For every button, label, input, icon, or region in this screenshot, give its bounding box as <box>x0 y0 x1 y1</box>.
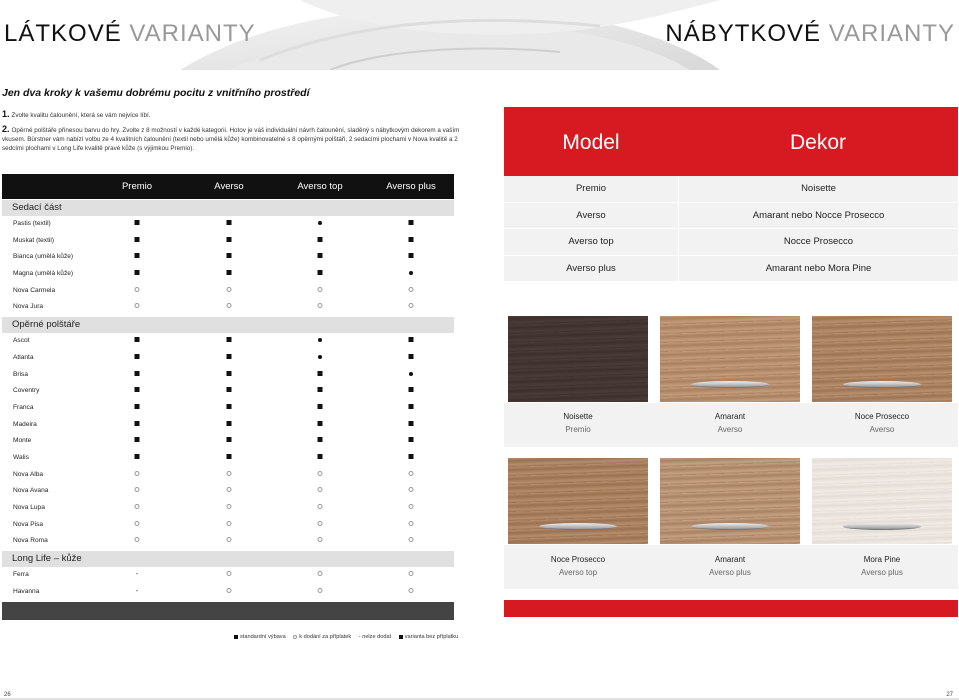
row-label: Nova Carmela <box>13 286 56 294</box>
row-label: Bianca (umělá kůže) <box>13 253 74 261</box>
extra-circle-icon <box>227 487 232 492</box>
table-row <box>2 350 454 367</box>
decor-swatch <box>812 316 952 402</box>
extra-circle-icon <box>135 471 140 476</box>
swatch-model: Premio <box>565 425 591 434</box>
mark-cell <box>135 537 140 545</box>
swatch-name: Noce Prosecco <box>854 412 910 421</box>
table-row <box>2 216 454 233</box>
row-label: Madeira <box>13 420 37 428</box>
column-header: Averso <box>214 181 244 192</box>
table-row <box>2 500 454 517</box>
table-row <box>2 400 454 417</box>
mark-cell <box>409 404 414 412</box>
mark-cell <box>135 337 140 345</box>
mark-cell <box>227 371 232 379</box>
handle-icon <box>691 523 769 530</box>
standard-square-icon <box>135 253 140 258</box>
mark-cell <box>318 354 322 362</box>
mark-cell <box>318 588 323 596</box>
swatch-model: Averso top <box>558 568 598 577</box>
table-row <box>2 467 454 484</box>
row-label: Muskat (textil) <box>13 236 55 244</box>
row-label: Nova Pisa <box>13 520 44 528</box>
decor-swatch <box>660 458 800 544</box>
table-row <box>2 249 454 266</box>
mark-cell <box>227 287 232 295</box>
standard-square-icon <box>227 253 232 258</box>
step-2: 2. Opěrné polštáře přinesou barvu do hry. Zvolte z 8 možností v každé kategorii. Hotov je váš individuální návrh čalounění, sladěný s nábytkovým dekorem a vaším vkusem. Bürstner vám nabízí volbu ze 4 kvalitních čalounění (textil nebo umělá kůže) kombinovatelné s 8 opěrnými polštáři, 2 sedacími plochami v Nova kvalitě a 2 sedcími plochami v Long Life kvalitě pravé kůže (s výjimkou Premio). <box>2 124 460 152</box>
standard-square-icon <box>318 371 323 376</box>
extra-circle-icon <box>227 504 232 509</box>
standard-square-icon <box>409 421 414 426</box>
standard-square-icon <box>227 421 232 426</box>
mark-cell <box>409 588 414 596</box>
left-page-title: LÁTKOVÉ VARIANTY <box>4 20 256 47</box>
mark-cell <box>135 521 140 529</box>
swatch-model: Averso <box>869 425 895 434</box>
extra-circle-icon <box>409 303 414 308</box>
model-row <box>504 203 958 230</box>
legend-standard: standardní výbava <box>234 634 286 640</box>
mark-cell <box>318 421 323 429</box>
standard-square-icon <box>135 337 140 342</box>
dot-icon <box>409 271 413 275</box>
mark-cell <box>135 437 140 445</box>
extra-circle-icon <box>135 521 140 526</box>
mark-cell <box>409 237 414 245</box>
row-label: Magna (umělá kůže) <box>13 270 74 278</box>
column-header: Averso top <box>297 181 343 192</box>
mark-cell <box>318 504 323 512</box>
standard-square-icon <box>318 237 323 242</box>
decor-swatch <box>660 316 800 402</box>
standard-square-icon <box>409 404 414 409</box>
extra-circle-icon <box>318 303 323 308</box>
mark-cell <box>409 437 414 445</box>
dekor-name: Amarant nebo Mora Pine <box>765 262 872 274</box>
standard-square-icon <box>135 404 140 409</box>
page-number-right: 27 <box>946 692 953 698</box>
mark-cell <box>318 571 323 579</box>
mark-cell <box>135 303 140 311</box>
standard-square-icon <box>409 437 414 442</box>
model-dekor-table <box>504 176 958 282</box>
extra-circle-icon <box>227 571 232 576</box>
mark-cell <box>227 354 232 362</box>
mark-cell <box>135 471 140 479</box>
mark-cell <box>409 537 414 545</box>
dot-icon <box>409 372 413 376</box>
upholstery-table <box>2 174 454 620</box>
extra-circle-icon <box>318 588 323 593</box>
mark-cell <box>227 253 232 261</box>
mark-cell <box>135 237 140 245</box>
table-row <box>2 417 454 434</box>
mark-cell <box>318 521 323 529</box>
mark-cell <box>227 270 232 278</box>
mark-cell <box>227 421 232 429</box>
table-row <box>2 567 454 584</box>
extra-circle-icon <box>227 303 232 308</box>
mark-cell <box>227 387 232 395</box>
not-available-dash: - <box>135 571 139 579</box>
model-row <box>504 256 958 283</box>
standard-square-icon <box>135 421 140 426</box>
table-row <box>2 233 454 250</box>
mark-cell <box>135 220 140 228</box>
red-footer-bar <box>504 600 958 617</box>
mark-cell <box>227 303 232 311</box>
decor-swatch <box>812 458 952 544</box>
mark-cell <box>409 521 414 529</box>
mark-cell <box>227 588 232 596</box>
table-footer-bar <box>2 602 454 620</box>
standard-square-icon <box>135 371 140 376</box>
mark-cell <box>318 437 323 445</box>
row-label: Havanna <box>13 587 40 595</box>
row-label: Brisa <box>13 370 29 378</box>
extra-circle-icon <box>409 471 414 476</box>
mark-cell <box>227 471 232 479</box>
header-banner <box>0 0 959 70</box>
extra-circle-icon <box>409 521 414 526</box>
extra-circle-icon <box>318 487 323 492</box>
table-header <box>2 174 454 199</box>
mark-cell <box>135 421 140 429</box>
intro-heading: Jen dva kroky k vašemu dobrému pocitu z vnitřního prostředí <box>2 87 310 99</box>
model-name: Premio <box>575 183 607 194</box>
mark-cell <box>135 253 140 261</box>
table-row <box>2 383 454 400</box>
row-label: Franca <box>13 403 34 411</box>
mark-cell <box>318 537 323 545</box>
swatch-name: Noisette <box>563 412 593 421</box>
mark-cell <box>409 270 413 278</box>
mark-cell <box>318 287 323 295</box>
swatch-name: Mora Pine <box>863 555 901 564</box>
mark-cell <box>409 371 413 379</box>
legend <box>234 634 464 640</box>
mark-cell <box>135 454 140 462</box>
mark-cell <box>409 253 414 261</box>
standard-square-icon <box>227 220 232 225</box>
extra-circle-icon <box>135 537 140 542</box>
extra-circle-icon <box>227 471 232 476</box>
handle-icon <box>843 381 921 388</box>
table-row <box>2 283 454 300</box>
extra-circle-icon <box>409 537 414 542</box>
mark-cell <box>318 471 323 479</box>
decor-swatch <box>508 316 648 402</box>
table-row <box>2 584 454 601</box>
table-row <box>2 517 454 534</box>
mark-cell <box>318 237 323 245</box>
mark-cell <box>227 220 232 228</box>
standard-square-icon <box>135 220 140 225</box>
dot-icon <box>318 355 322 359</box>
swatch-caption <box>508 410 648 436</box>
dekor-heading: Dekor <box>789 131 847 154</box>
extra-circle-icon <box>227 521 232 526</box>
table-row <box>2 483 454 500</box>
mark-cell <box>409 487 414 495</box>
row-label: Nova Alba <box>13 470 44 478</box>
standard-square-icon <box>318 404 323 409</box>
mark-cell <box>409 220 414 228</box>
mark-cell <box>318 253 323 261</box>
square-icon <box>234 635 238 639</box>
swatch-caption <box>812 410 952 436</box>
table-row <box>2 299 454 316</box>
model-name: Averso top <box>568 236 614 247</box>
mark-cell <box>409 337 414 345</box>
standard-square-icon <box>409 337 414 342</box>
mark-cell <box>227 487 232 495</box>
standard-square-icon <box>318 270 323 275</box>
mark-cell <box>227 537 232 545</box>
row-label: Nova Avana <box>13 487 49 495</box>
mark-cell <box>227 337 232 345</box>
standard-square-icon <box>135 237 140 242</box>
swatch-caption <box>812 553 952 579</box>
extra-circle-icon <box>135 287 140 292</box>
not-available-dash: - <box>135 587 139 595</box>
mark-cell <box>318 337 322 345</box>
row-label: Walis <box>13 453 29 461</box>
model-heading: Model <box>562 131 620 154</box>
standard-square-icon <box>227 337 232 342</box>
mark-cell <box>227 437 232 445</box>
standard-square-icon <box>409 253 414 258</box>
swatch-name: Amarant <box>714 555 746 564</box>
standard-square-icon <box>318 253 323 258</box>
standard-square-icon <box>227 371 232 376</box>
row-label: Ferra <box>13 571 29 579</box>
mark-cell <box>135 504 140 512</box>
extra-circle-icon <box>318 571 323 576</box>
extra-circle-icon <box>318 521 323 526</box>
row-label: Coventry <box>13 387 40 395</box>
mark-cell <box>227 504 232 512</box>
mark-cell <box>135 287 140 295</box>
row-label: Nova Roma <box>13 537 48 545</box>
dekor-name: Amarant nebo Nocce Prosecco <box>752 209 885 221</box>
mark-cell <box>318 303 323 311</box>
step-1: 1. Zvolte kvalitu čalounění, která se vám nejvíce líbí. <box>2 109 151 119</box>
mark-cell <box>409 287 414 295</box>
standard-square-icon <box>227 387 232 392</box>
standard-square-icon <box>135 454 140 459</box>
page-number-left: 26 <box>4 692 11 698</box>
mark-cell <box>318 270 323 278</box>
table-row <box>2 450 454 467</box>
row-label: Nova Jura <box>13 303 44 311</box>
right-page-title: NÁBYTKOVÉ VARIANTY <box>665 20 955 47</box>
model-row <box>504 176 958 203</box>
mark-cell <box>409 454 414 462</box>
mark-cell <box>318 387 323 395</box>
swatch-model: Averso plus <box>861 568 903 577</box>
extra-circle-icon <box>227 537 232 542</box>
standard-square-icon <box>227 354 232 359</box>
table-row <box>2 533 454 550</box>
dot-icon <box>318 221 322 225</box>
standard-square-icon <box>135 387 140 392</box>
mark-cell <box>409 387 414 395</box>
model-name: Averso plus <box>566 262 616 274</box>
extra-circle-icon <box>409 588 414 593</box>
mark-cell <box>227 454 232 462</box>
extra-circle-icon <box>409 487 414 492</box>
row-label: Ascot <box>13 337 30 345</box>
row-label: Monte <box>13 437 32 445</box>
extra-circle-icon <box>318 504 323 509</box>
extra-circle-icon <box>227 287 232 292</box>
model-row <box>504 229 958 256</box>
mark-cell <box>227 237 232 245</box>
mark-cell <box>135 404 140 412</box>
mark-cell <box>318 371 323 379</box>
mark-cell <box>409 571 414 579</box>
mark-cell <box>409 504 414 512</box>
row-label: Pastis (textil) <box>13 220 51 227</box>
dekor-name: Nocce Prosecco <box>783 236 854 247</box>
model-name: Averso <box>576 209 606 221</box>
extra-circle-icon <box>135 303 140 308</box>
swatch-model: Averso <box>717 425 743 434</box>
extra-circle-icon <box>409 571 414 576</box>
mark-cell <box>227 571 232 579</box>
mark-cell <box>227 404 232 412</box>
standard-square-icon <box>318 387 323 392</box>
mark-cell <box>409 303 414 311</box>
column-header: Averso plus <box>386 181 436 192</box>
extra-circle-icon <box>318 471 323 476</box>
table-row <box>2 266 454 283</box>
handle-icon <box>843 523 921 530</box>
mark-cell <box>318 487 323 495</box>
mark-cell <box>135 371 140 379</box>
mark-cell <box>318 220 322 228</box>
mark-cell <box>318 454 323 462</box>
standard-square-icon <box>135 270 140 275</box>
extra-circle-icon <box>227 588 232 593</box>
table-row <box>2 433 454 450</box>
model-dekor-header <box>504 107 958 177</box>
extra-circle-icon <box>409 287 414 292</box>
extra-circle-icon <box>135 487 140 492</box>
table-row <box>2 367 454 384</box>
section-title: Sedací část <box>2 200 454 216</box>
swatch-name: Noce Prosecco <box>550 555 606 564</box>
swatch-name: Amarant <box>714 412 746 421</box>
mark-cell <box>135 270 140 278</box>
section-title: Opěrné polštáře <box>2 317 454 333</box>
mark-cell <box>409 421 414 429</box>
square-icon <box>399 635 403 639</box>
dekor-name: Noisette <box>801 183 836 194</box>
extra-circle-icon <box>409 504 414 509</box>
legend-na: - nelze dodat <box>358 634 392 640</box>
standard-square-icon <box>135 354 140 359</box>
standard-square-icon <box>227 270 232 275</box>
row-label: Atlanta <box>13 353 34 361</box>
standard-square-icon <box>318 437 323 442</box>
standard-square-icon <box>135 437 140 442</box>
standard-square-icon <box>409 220 414 225</box>
standard-square-icon <box>227 404 232 409</box>
handle-icon <box>539 523 617 530</box>
legend-variant: varianta bez příplatku <box>399 634 458 640</box>
standard-square-icon <box>227 237 232 242</box>
extra-circle-icon <box>318 287 323 292</box>
extra-circle-icon <box>318 537 323 542</box>
circle-icon <box>293 635 297 639</box>
swatch-caption <box>508 553 648 579</box>
mark-cell <box>135 487 140 495</box>
extra-circle-icon <box>135 504 140 509</box>
standard-square-icon <box>318 421 323 426</box>
section-title: Long Life – kůže <box>2 551 454 567</box>
mark-cell <box>227 521 232 529</box>
standard-square-icon <box>227 437 232 442</box>
table-row <box>2 333 454 350</box>
swatch-caption <box>660 410 800 436</box>
standard-square-icon <box>409 354 414 359</box>
mark-cell <box>135 387 140 395</box>
decor-swatch <box>508 458 648 544</box>
standard-square-icon <box>227 454 232 459</box>
mark-cell <box>318 404 323 412</box>
swatch-model: Averso plus <box>709 568 751 577</box>
handle-icon <box>691 381 769 388</box>
column-header: Premio <box>121 181 153 192</box>
standard-square-icon <box>318 454 323 459</box>
swatch-caption <box>660 553 800 579</box>
row-label: Nova Lupa <box>13 504 45 511</box>
standard-square-icon <box>409 387 414 392</box>
standard-square-icon <box>409 237 414 242</box>
mark-cell <box>135 354 140 362</box>
mark-cell <box>409 354 414 362</box>
dot-icon <box>318 338 322 342</box>
standard-square-icon <box>409 454 414 459</box>
legend-extra: k dodání za příplatek <box>293 634 351 640</box>
mark-cell <box>409 471 414 479</box>
